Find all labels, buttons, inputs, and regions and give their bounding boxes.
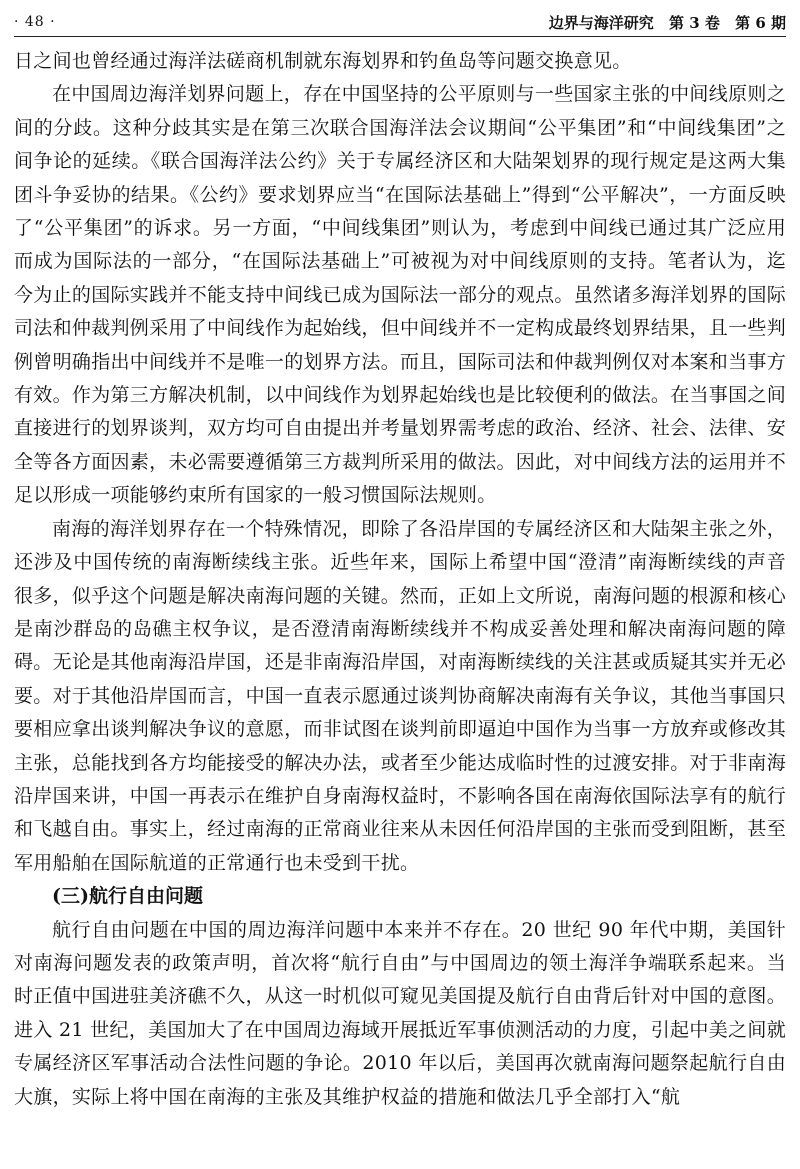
journal-info: [539, 12, 786, 33]
paragraph: 南海的海洋划界存在一个特殊情况，即除了各沿岸国的专属经济区和大陆架主张之外，还涉及中国传统的南海断续线主张。近些年来，国际上希望中国“澄清”南海断续线的声音很多，似乎这个问题是解决南海问题的关键。然而，正如上文所说，南海问题的根源和核心是南沙群岛的岛礁主权争议，是否澄清南海断续线并不构成妥善处理和解决南海问题的障碍。无论是其他南海沿岸国，还是非南海沿岸国，对南海断续线的关注甚或质疑其实并无必要。对于其他沿岸国而言，中国一直表示愿通过谈判协商解决南海有关争议，其他当事国只要相应拿出谈判解决争议的意愿，而非试图在谈判前即逼迫中国作为当事一方放弃或修改其主张，总能找到各方均能接受的解决办法，或者至少能达成临时性的过渡安排。对于非南海沿岸国来讲，中国一再表示在维护自身南海权益时，不影响各国在南海依国际法享有的航行和飞越自由。事实上，经过南海的正常商业往来从未因任何沿岸国的主张而受到阻断，甚至军用船舶在国际航道的正常通行也未受到干扰。: [14, 517, 787, 874]
journal-volume: 第 3 卷: [668, 13, 720, 32]
paragraph-continued: 日之间也曾经通过海洋法磋商机制就东海划界和钓鱼岛等问题交换意见。: [14, 50, 632, 72]
article-body: [14, 45, 786, 1114]
running-header: [14, 8, 786, 37]
journal-issue: 第 6 期: [735, 13, 786, 32]
section-heading: (三)航行自由问题: [52, 885, 203, 908]
journal-title: 边界与海洋研究: [548, 13, 654, 32]
paragraph: 航行自由问题在中国的周边海洋问题中本来并不存在。20 世纪 90 年代中期，美国针对南海问题发表的政策声明，首次将“航行自由”与中国周边的领土海洋争端联系起来。当时正值中国进驻美济礁不久，从这一时机似可窥见美国提及航行自由背后针对中国的意图。进入 21 世纪，美国加大了在中国周边海域开展抵近军事侦测活动的力度，引起中美之间就专属经济区军事活动合法性问题的争论。2010 年以后，美国再次就南海问题祭起航行自由大旗，实际上将中国在南海的主张及其维护权益的措施和做法几乎全部打入“航: [14, 918, 787, 1108]
paragraph: 在中国周边海洋划界问题上，存在中国坚持的公平原则与一些国家主张的中间线原则之间的分歧。这种分歧其实是在第三次联合国海洋法会议期间“公平集团”和“中间线集团”之间争论的延续。《联合国海洋法公约》关于专属经济区和大陆架划界的现行规定是这两大集团斗争妥协的结果。《公约》要求划界应当“在国际法基础上”得到“公平解决”，一方面反映了“公平集团”的诉求。另一方面，“中间线集团”则认为，考虑到中间线已通过其广泛应用而成为国际法的一部分，“在国际法基础上”可被视为对中间线原则的支持。笔者认为，迄今为止的国际实践并不能支持中间线已成为国际法一部分的观点。虽然诸多海洋划界的国际司法和仲裁判例采用了中间线作为起始线，但中间线并不一定构成最终划界结果，且一些判例曾明确指出中间线并不是唯一的划界方法。而且，国际司法和仲裁判例仅对本案和当事方有效。作为第三方解决机制，以中间线作为划界起始线也是比较便利的做法。在当事国之间直接进行的划界谈判，双方均可自由提出并考量划界需考虑的政治、经济、社会、法律、安全等各方面因素，未必需要遵循第三方裁判所采用的做法。因此，对中间线方法的运用并不足以形成一项能够约束所有国家的一般习惯国际法规则。: [14, 83, 787, 507]
page-number: · 48 ·: [14, 14, 56, 30]
